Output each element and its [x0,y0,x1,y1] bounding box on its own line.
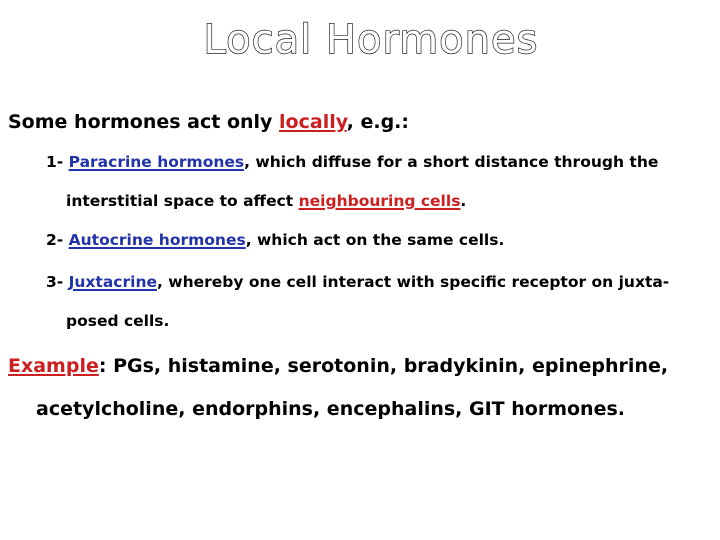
item-text: . [460,192,467,210]
item-text: , which diffuse for a short distance through the [244,153,659,171]
slide-title: Local Hormones [203,17,539,63]
item-number: 1- [46,153,69,171]
term-paracrine: Paracrine hormones [68,153,245,171]
list-item-paracrine-continuation [66,190,466,212]
list-item-paracrine [46,151,658,173]
list-item-autocrine [46,229,504,251]
example-line [8,352,668,380]
item-number: 2- [46,231,69,249]
item-text: interstitial space to affect [66,192,299,210]
item-number: 3- [46,273,69,291]
item-text: , which act on the same cells. [245,231,505,249]
term-juxtacrine: Juxtacrine [68,273,157,291]
list-item-juxtacrine-continuation: posed cells. [66,312,170,330]
example-text: : PGs, histamine, serotonin, bradykinin, epinephrine, [98,355,669,377]
example-label: Example [8,355,99,377]
example-continuation: acetylcholine, endorphins, encephalins, GIT hormones. [36,398,625,420]
intro-suffix: , e.g.: [346,111,409,133]
intro-prefix: Some hormones act only [8,111,280,133]
item-text: , whereby one cell interact with specific receptor on juxta- [157,273,670,291]
highlight-neighbouring-cells: neighbouring cells [298,192,461,210]
list-item-juxtacrine [46,271,669,293]
term-autocrine: Autocrine hormones [68,231,246,249]
intro-line [8,108,409,136]
intro-highlight-locally: locally [279,111,347,133]
